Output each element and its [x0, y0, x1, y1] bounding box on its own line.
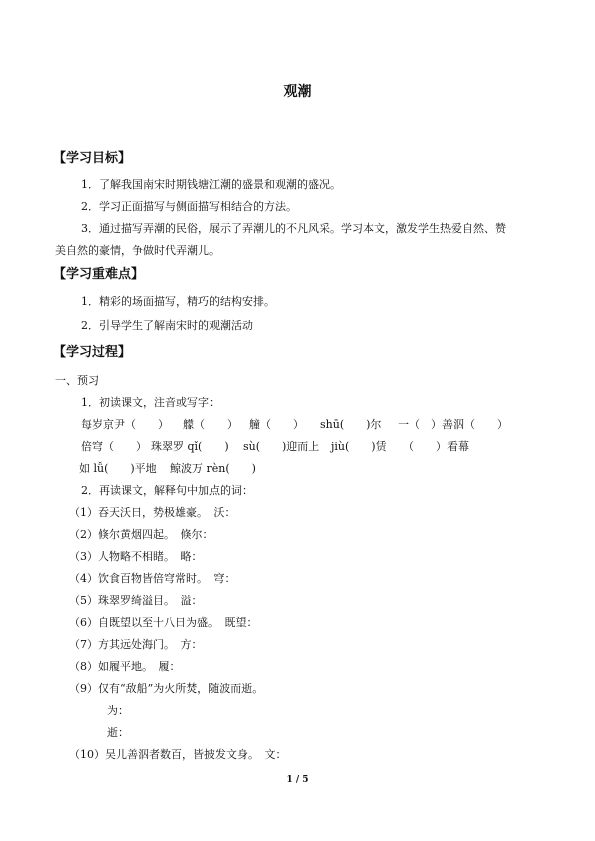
definition-sub-item: 为：	[107, 704, 129, 717]
fill-blank-item: sù( )迎而上	[243, 440, 320, 453]
task1-prompt: 1．初读课文，注音或写字：	[81, 396, 220, 409]
definition-item: （8）如履平地。 履：	[69, 660, 181, 673]
preview-heading: 一、预习	[55, 374, 99, 387]
task2-prompt: 2．再读课文，解释句中加点的词：	[81, 484, 253, 497]
fill-blank-item: 如 lǚ( )平地	[79, 462, 157, 475]
definition-item: （4）饮食百物皆倍穹常时。 穹：	[69, 572, 236, 585]
definition-sub-item: 逝：	[107, 726, 129, 739]
fill-blank-item: 艟（ ）	[249, 418, 304, 431]
page-title: 观潮	[283, 84, 312, 100]
definition-item: （6）自既望以至十八日为盛。 既望：	[69, 616, 258, 629]
definition-item: （5）珠翠罗绮溢目。 溢：	[69, 594, 203, 607]
definition-item: （10）吴儿善泅者数百，皆披发文身。 文：	[69, 748, 287, 761]
section-heading-process: 【学习过程】	[53, 345, 132, 360]
key-point-line: 2．引导学生了解南宋时的观潮活动	[81, 319, 253, 332]
fill-blank-item: 珠翠罗 qǐ( )	[151, 440, 229, 453]
fill-blank-item: （ ）看幕	[403, 440, 469, 453]
fill-blank-item: 鲸波万 rèn( )	[170, 462, 256, 475]
fill-blank-item: 倍穹（ ）	[81, 440, 147, 453]
fill-blank-item: shū( )尔	[320, 418, 382, 431]
definition-item: （1）吞天沃日，势极雄豪。 沃：	[69, 506, 236, 519]
fill-blank-item: 一（ ）善泅（ ）	[398, 418, 508, 431]
section-heading-goals: 【学习目标】	[53, 151, 132, 166]
fill-blank-item: 艨（ ）	[183, 418, 238, 431]
key-point-line: 1．精彩的场面描写，精巧的结构安排。	[81, 295, 275, 308]
goal-line: 2．学习正面描写与侧面描写相结合的方法。	[81, 200, 297, 213]
goal-line: 美自然的豪情，争做时代弄潮儿。	[55, 244, 220, 257]
goal-line: 3．通过描写弄潮的民俗，展示了弄潮儿的不凡风采。学习本文，激发学生热爱自然、赞	[81, 222, 506, 235]
definition-item: （9）仅有“敌船”为火所焚，随波而逝。	[69, 682, 264, 695]
fill-blank-item: jiù( )赁	[331, 440, 387, 453]
definition-item: （2）倏尔黄烟四起。 倏尔：	[69, 528, 214, 541]
section-heading-key-points: 【学习重难点】	[53, 267, 145, 282]
definition-item: （3）人物略不相睹。 略：	[69, 550, 203, 563]
page-number: 1 / 5	[286, 775, 309, 785]
goal-line: 1．了解我国南宋时期钱塘江潮的盛景和观潮的盛况。	[81, 178, 341, 191]
definition-item: （7）方其远处海门。 方：	[69, 638, 203, 651]
fill-blank-item: 每岁京尹（ ）	[81, 418, 169, 431]
